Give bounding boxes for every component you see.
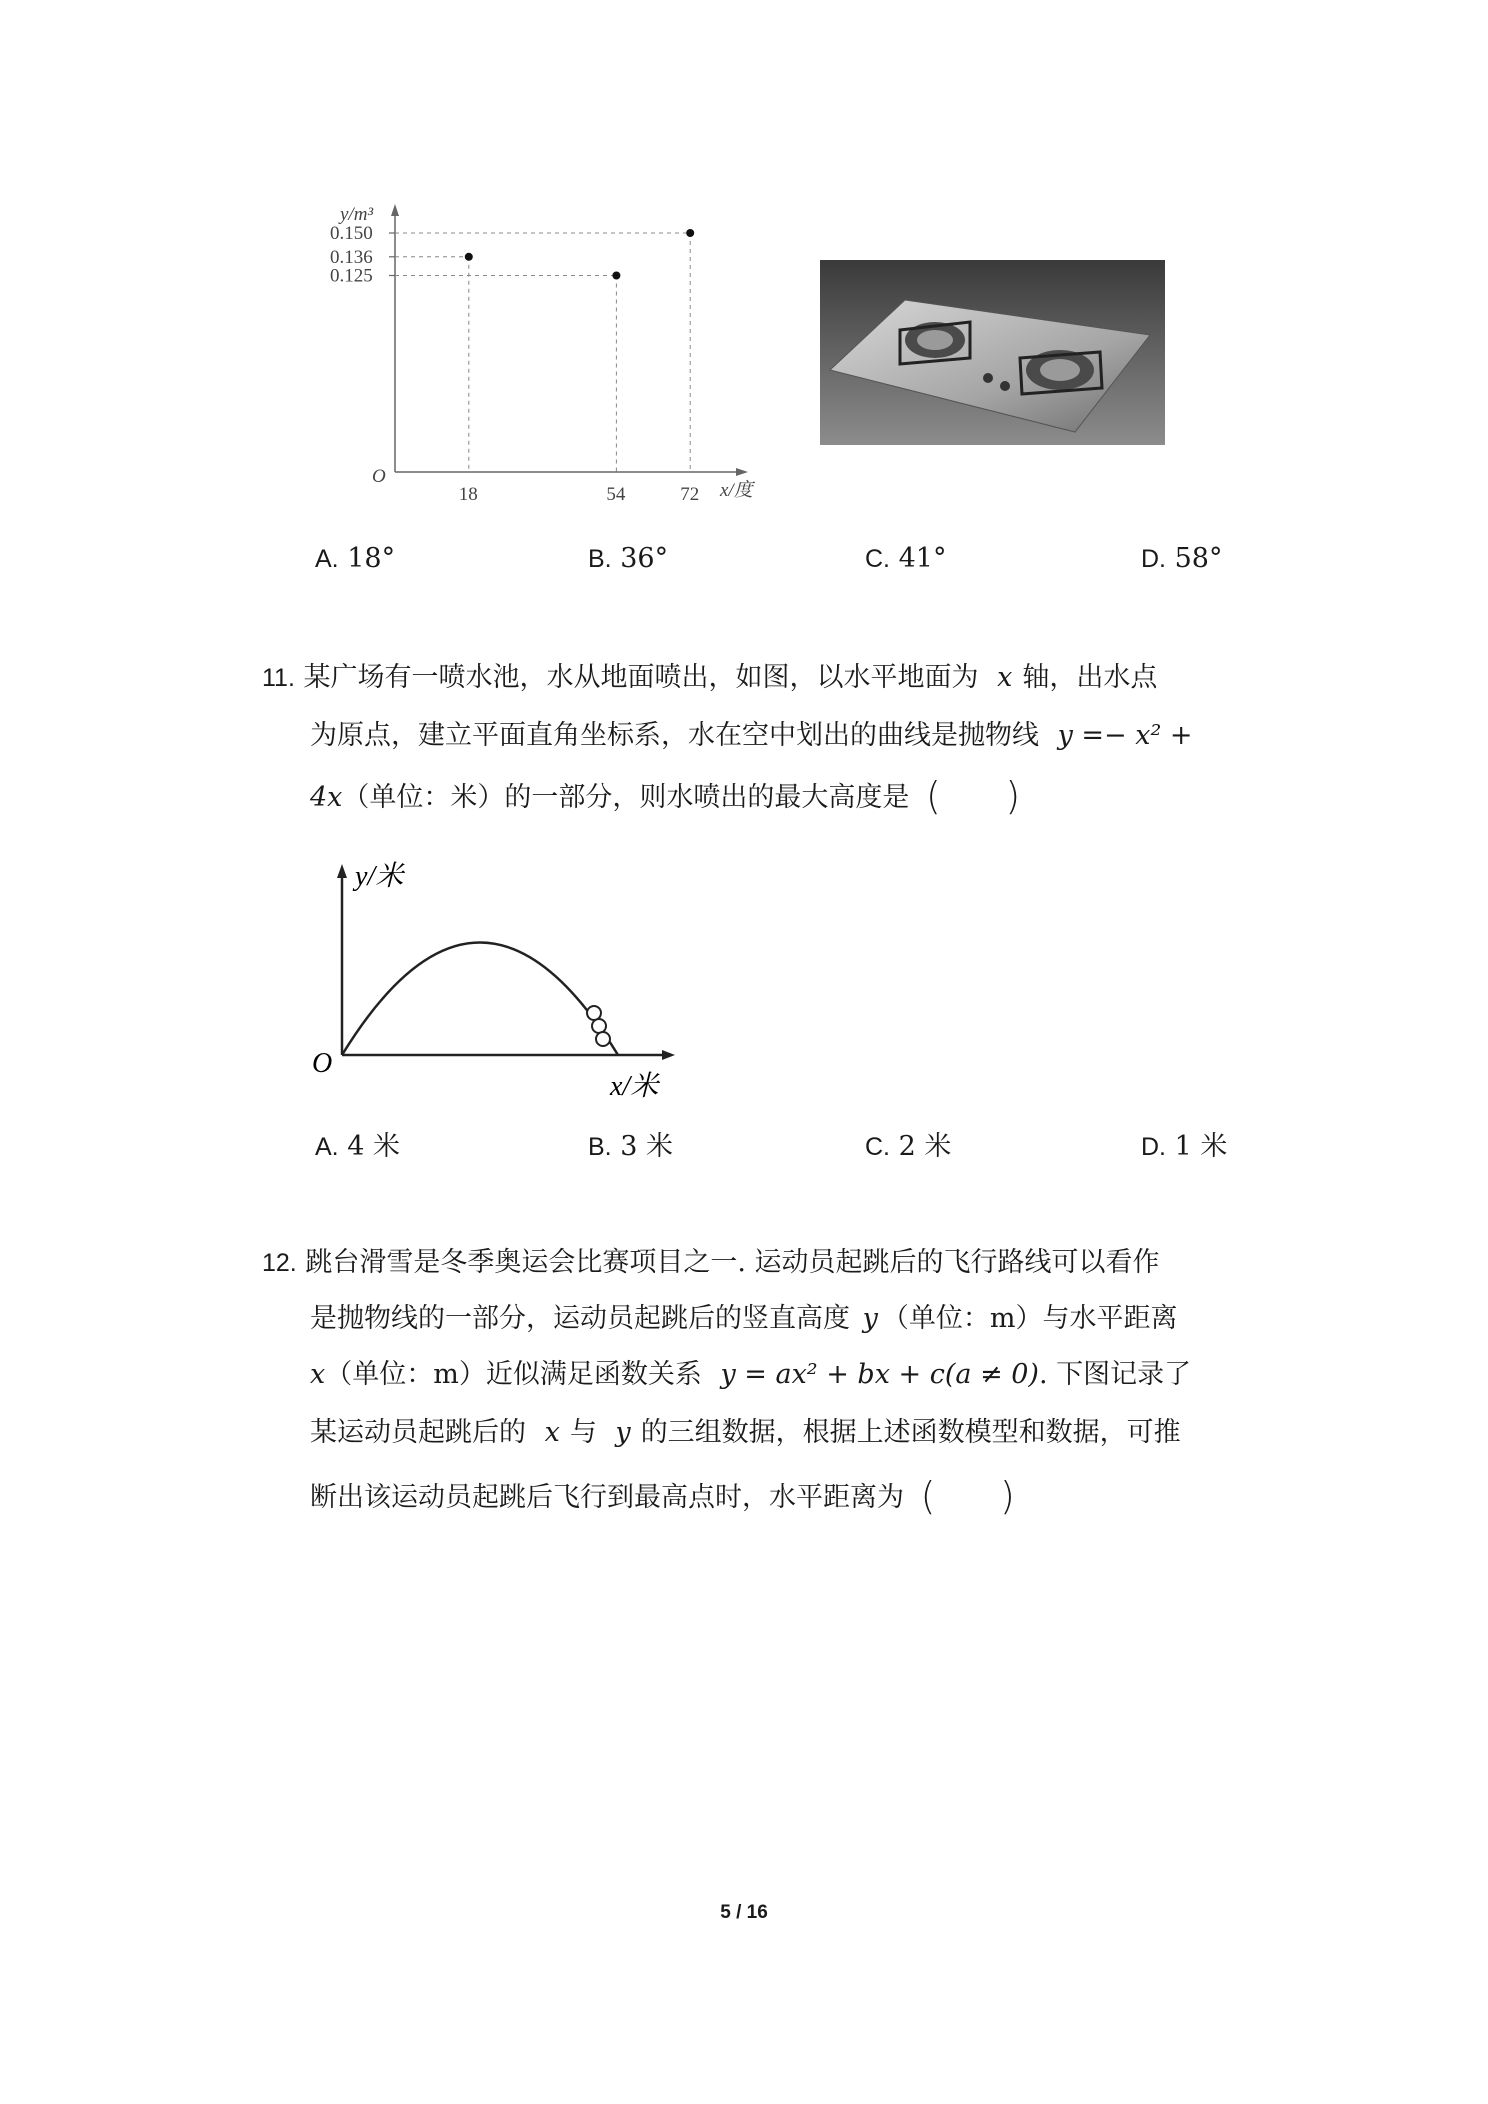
q12-text-3a: （单位：m）近似满足函数关系	[325, 1359, 702, 1390]
q12-text-2b: （单位：m）与水平距离	[881, 1303, 1178, 1334]
q11-parabola-figure	[300, 850, 700, 1110]
q12-var-x2: x	[544, 1417, 560, 1448]
q11-formula-cont: 4x	[310, 782, 343, 813]
x-axis-label: x/度	[720, 480, 753, 501]
q12-var-y: y	[862, 1303, 878, 1334]
q10-option-a[interactable]	[315, 543, 395, 574]
q11-text-1-end: 轴，出水点	[1022, 662, 1158, 693]
data-point	[612, 272, 620, 280]
q12-line-4	[310, 1410, 1181, 1449]
q12-line-5	[310, 1474, 1015, 1518]
option-label: C.	[865, 545, 890, 573]
q12-var-x: x	[310, 1359, 326, 1390]
q11-formula: y =− x² +	[1057, 720, 1193, 751]
q12-text-4b: 的三组数据，根据上述函数模型和数据，可推	[640, 1417, 1181, 1448]
answer-paren-open: (	[920, 1474, 936, 1518]
data-point	[465, 253, 473, 261]
q12-line-2	[310, 1296, 1177, 1335]
q12-text-5: 断出该运动员起跳后飞行到最高点时，水平距离为	[310, 1482, 904, 1513]
x-axis-arrow	[736, 468, 748, 476]
data-point	[686, 229, 694, 237]
q10-scatter-chart	[320, 200, 780, 510]
q12-line-1	[262, 1240, 1160, 1279]
q11-option-c[interactable]	[865, 1124, 951, 1163]
answer-paren-open: (	[926, 774, 941, 818]
q11-option-a[interactable]	[315, 1124, 400, 1163]
option-text: 3 米	[620, 1131, 673, 1162]
q11-text-2: 为原点，建立平面直角坐标系，水在空中划出的曲线是抛物线	[310, 720, 1039, 751]
option-text: 4 米	[347, 1131, 400, 1162]
q11-line-3	[310, 774, 1020, 818]
option-label: B.	[588, 545, 612, 573]
x-tick-label: 54	[606, 484, 626, 505]
option-text: 2 米	[898, 1131, 952, 1162]
x-tick-label: 18	[458, 484, 478, 505]
q12-line-3	[310, 1352, 1191, 1391]
y-tick-label: 0.150	[330, 223, 373, 244]
q11-option-d[interactable]	[1141, 1124, 1227, 1163]
option-label: A.	[315, 1133, 339, 1161]
option-text: 41°	[898, 543, 947, 574]
y-axis-arrow	[391, 204, 399, 216]
answer-paren-close: )	[1000, 1474, 1015, 1518]
q12-text-1: 跳台滑雪是冬季奥运会比赛项目之一. 运动员起跳后的飞行路线可以看作	[305, 1247, 1160, 1278]
answer-paren-close: )	[1005, 774, 1021, 818]
q10-option-b[interactable]	[588, 543, 668, 574]
q11-text-3: （单位：米）的一部分，则水喷出的最大高度是	[342, 782, 910, 813]
q12-formula: y = ax² + bx + c(a ≠ 0)	[720, 1359, 1039, 1390]
q11-line-1	[262, 655, 1157, 694]
q11-y-axis-label: y/米	[355, 861, 404, 892]
option-label: A.	[315, 545, 339, 573]
option-text: 1 米	[1174, 1131, 1228, 1162]
option-label: C.	[865, 1133, 890, 1161]
q12-var-y2: y	[615, 1417, 631, 1448]
y-tick-label: 0.136	[330, 246, 373, 268]
q11-option-b[interactable]	[588, 1124, 673, 1163]
origin-label: O	[372, 466, 386, 487]
option-text: 18°	[347, 543, 396, 574]
x-tick-label: 72	[680, 484, 700, 505]
option-label: D.	[1141, 1133, 1166, 1161]
page-number: 5 / 16	[720, 1902, 768, 1923]
q11-var-x: x	[997, 662, 1013, 693]
q12-text-3b: . 下图记录了	[1038, 1359, 1192, 1390]
question-number: 12.	[262, 1249, 297, 1277]
option-label: B.	[588, 1133, 612, 1161]
option-text: 36°	[620, 543, 669, 574]
gas-stove-photo-icon	[820, 260, 1165, 445]
q10-option-c[interactable]	[865, 543, 946, 574]
q11-origin-label: O	[312, 1048, 333, 1079]
q12-text-4mid: 与	[569, 1417, 597, 1448]
y-axis-label: y/m³	[340, 204, 374, 225]
option-label: D.	[1141, 545, 1166, 573]
q12-text-2a: 是抛物线的一部分，运动员起跳后的竖直高度	[310, 1303, 850, 1334]
y-tick-label: 0.125	[330, 265, 373, 287]
option-text: 58°	[1174, 543, 1223, 574]
q11-text-1: 某广场有一喷水池，水从地面喷出，如图，以水平地面为	[303, 662, 979, 693]
q12-text-4a: 某运动员起跳后的	[310, 1417, 526, 1448]
q10-option-d[interactable]	[1141, 543, 1222, 574]
q11-line-2	[310, 713, 1193, 752]
q11-x-axis-label: x/米	[610, 1071, 659, 1102]
question-number: 11.	[262, 664, 295, 692]
